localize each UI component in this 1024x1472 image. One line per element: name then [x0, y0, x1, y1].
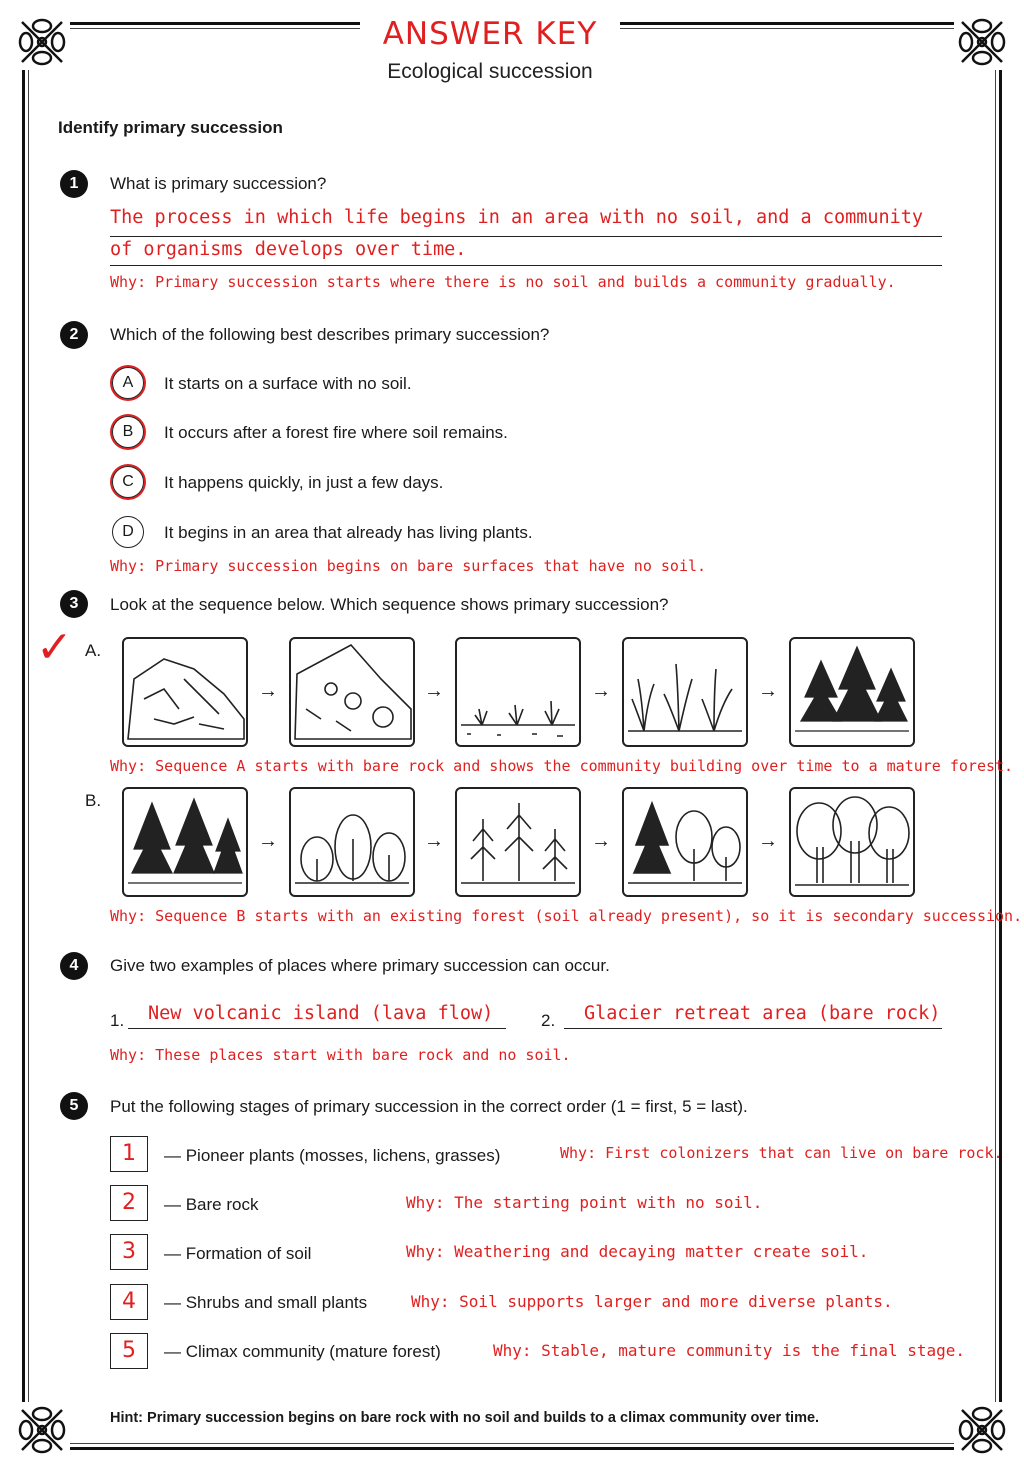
stage-1-text: — Pioneer plants (mosses, lichens, grasses): [164, 1146, 501, 1165]
option-a-circle[interactable]: A: [112, 367, 144, 399]
order-box-3[interactable]: 3: [110, 1234, 148, 1270]
arrow-icon: →: [591, 830, 611, 852]
corner-ornament-top-left: [14, 14, 70, 70]
stage-3-text: — Formation of soil: [164, 1244, 312, 1263]
order-box-5[interactable]: 5: [110, 1333, 148, 1369]
sequence-a-label: A.: [85, 641, 102, 660]
seq-a-mature-forest-image: [789, 637, 915, 747]
option-c-text: It happens quickly, in just a few days.: [164, 473, 444, 492]
question-1-text: What is primary succession?: [110, 174, 327, 193]
answer-rule: [110, 236, 942, 237]
option-d-text: It begins in an area that already has living plants.: [164, 523, 533, 542]
hint-text: Hint: Primary succession begins on bare rock with no soil and builds to a climax community over time.: [110, 1410, 820, 1426]
stage-2-text: — Bare rock: [164, 1195, 259, 1214]
option-d-circle[interactable]: D: [112, 516, 144, 548]
section-title: Identify primary succession: [58, 118, 283, 137]
stage-4-why: Why: Soil supports larger and more diverse plants.: [411, 1292, 893, 1311]
seq-b-mixed-forest-image: [622, 787, 748, 897]
question-number-2: 2: [60, 321, 88, 349]
sequence-b-why: Why: Sequence B starts with an existing forest (soil already present), so it is secondary succession.: [110, 907, 1023, 925]
order-box-1[interactable]: 1: [110, 1136, 148, 1172]
page-title: ANSWER KEY: [382, 16, 598, 52]
seq-b-young-trees-image: [455, 787, 581, 897]
sequence-a-why: Why: Sequence A starts with bare rock and shows the community building over time to a mature forest.: [110, 757, 1014, 775]
question-1-answer-line-1: The process in which life begins in an area with no soil, and a community: [110, 207, 924, 228]
seq-a-bare-rock-image: [122, 637, 248, 747]
arrow-icon: →: [424, 830, 444, 852]
header: [360, 10, 620, 90]
option-b-text: It occurs after a forest fire where soil remains.: [164, 423, 508, 442]
corner-ornament-top-right: [954, 14, 1010, 70]
seq-a-lichens-image: [289, 637, 415, 747]
seq-a-pioneer-plants-image: [455, 637, 581, 747]
example-1-answer: New volcanic island (lava flow): [148, 1003, 494, 1024]
question-3-text: Look at the sequence below. Which sequence shows primary succession?: [110, 595, 669, 614]
arrow-icon: →: [258, 680, 278, 702]
stage-5-text: — Climax community (mature forest): [164, 1342, 441, 1361]
arrow-icon: →: [758, 830, 778, 852]
stage-1-why: Why: First colonizers that can live on bare rock.: [560, 1144, 1003, 1162]
order-box-2[interactable]: 2: [110, 1185, 148, 1221]
seq-b-deciduous-forest-image: [789, 787, 915, 897]
question-2-text: Which of the following best describes primary succession?: [110, 325, 550, 344]
correct-checkmark-icon: ✓: [36, 623, 73, 672]
example-1-label: 1.: [110, 1011, 125, 1030]
sequence-b-label: B.: [85, 791, 102, 810]
option-c-circle[interactable]: C: [112, 466, 144, 498]
question-5-text: Put the following stages of primary succession in the correct order (1 = first, 5 = last).: [110, 1097, 748, 1116]
question-number-1: 1: [60, 170, 88, 198]
question-1-answer-line-2: of organisms develops over time.: [110, 239, 467, 260]
question-number-3: 3: [60, 590, 88, 618]
question-number-5: 5: [60, 1092, 88, 1120]
seq-b-shrubs-image: [289, 787, 415, 897]
question-2-why: Why: Primary succession begins on bare surfaces that have no soil.: [110, 557, 707, 575]
question-1-why: Why: Primary succession starts where there is no soil and builds a community gradually.: [110, 273, 896, 291]
seq-b-forest-image: [122, 787, 248, 897]
stage-4-text: — Shrubs and small plants: [164, 1293, 368, 1312]
answer-rule: [110, 265, 942, 266]
option-a-text: It starts on a surface with no soil.: [164, 374, 412, 393]
arrow-icon: →: [591, 680, 611, 702]
example-2-label: 2.: [541, 1011, 556, 1030]
seq-a-grasses-image: [622, 637, 748, 747]
arrow-icon: →: [758, 680, 778, 702]
question-number-4: 4: [60, 952, 88, 980]
stage-3-why: Why: Weathering and decaying matter create soil.: [406, 1242, 869, 1261]
answer-rule: [564, 1028, 942, 1029]
question-4-text: Give two examples of places where primary succession can occur.: [110, 956, 610, 975]
corner-ornament-bottom-right: [954, 1402, 1010, 1458]
arrow-icon: →: [258, 830, 278, 852]
option-b-circle[interactable]: B: [112, 416, 144, 448]
stage-5-why: Why: Stable, mature community is the final stage.: [493, 1341, 966, 1360]
answer-rule: [128, 1028, 506, 1029]
arrow-icon: →: [424, 680, 444, 702]
stage-2-why: Why: The starting point with no soil.: [406, 1193, 763, 1212]
example-2-answer: Glacier retreat area (bare rock): [584, 1003, 941, 1024]
page-subtitle: Ecological succession: [387, 60, 593, 83]
corner-ornament-bottom-left: [14, 1402, 70, 1458]
order-box-4[interactable]: 4: [110, 1284, 148, 1320]
question-4-why: Why: These places start with bare rock and no soil.: [110, 1046, 571, 1064]
